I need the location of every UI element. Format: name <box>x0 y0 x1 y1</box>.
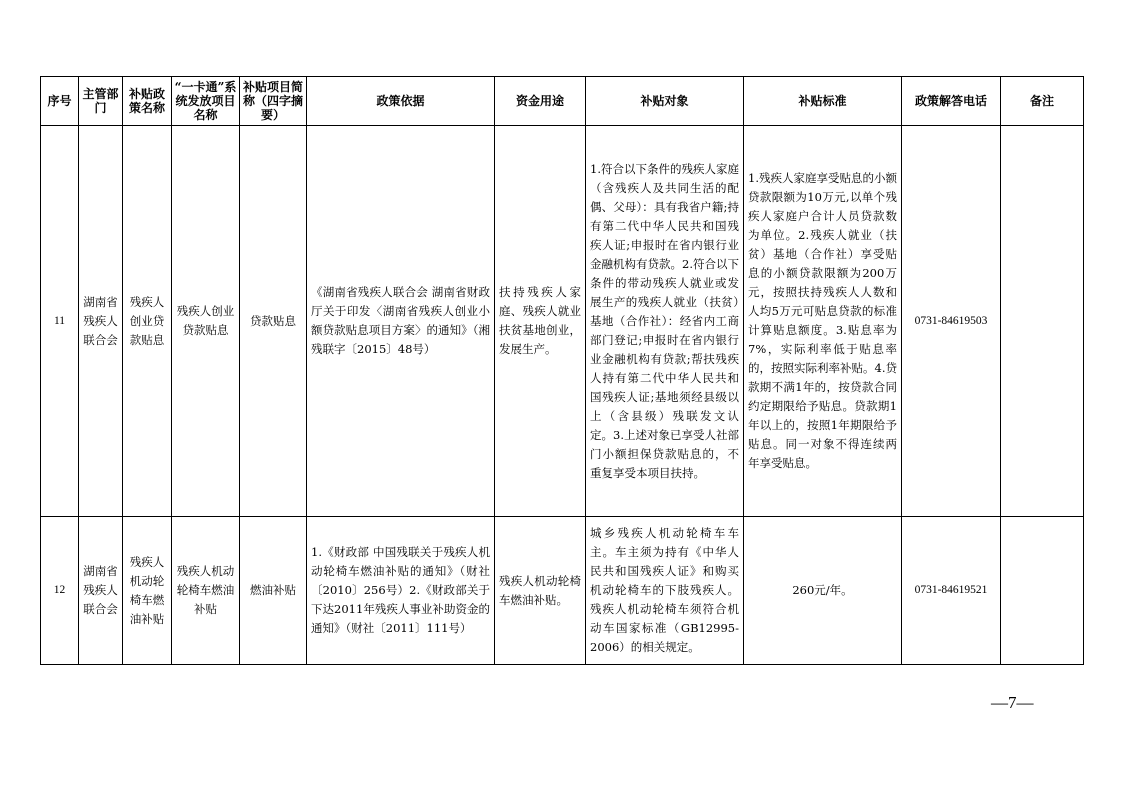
header-standard: 补贴标准 <box>744 77 902 126</box>
cell-seq: 11 <box>41 126 79 517</box>
cell-policy-name: 残疾人机动轮椅车燃油补贴 <box>123 517 172 665</box>
cell-abbrev: 燃油补贴 <box>240 517 307 665</box>
cell-phone: 0731-84619521 <box>902 517 1001 665</box>
cell-target: 城乡残疾人机动轮椅车车主。车主须为持有《中华人民共和国残疾人证》和购买机动轮椅车的下肢残疾人。残疾人机动轮椅车须符合机动车国家标准（GB12995-2006）的相关规定。 <box>586 517 744 665</box>
cell-standard: 260元/年。 <box>744 517 902 665</box>
cell-basis: 《湖南省残疾人联合会 湖南省财政厅关于印发〈湖南省残疾人创业小额贷款贴息项目方案〉的通知》（湘残联字〔2015〕48号） <box>307 126 495 517</box>
cell-use: 残疾人机动轮椅车燃油补贴。 <box>495 517 586 665</box>
cell-dept: 湖南省残疾人联合会 <box>79 126 123 517</box>
header-use: 资金用途 <box>495 77 586 126</box>
cell-phone: 0731-84619503 <box>902 126 1001 517</box>
cell-abbrev: 贷款贴息 <box>240 126 307 517</box>
cell-card-name: 残疾人创业贷款贴息 <box>172 126 240 517</box>
table-row <box>41 126 1084 517</box>
header-phone: 政策解答电话 <box>902 77 1001 126</box>
table-row <box>41 517 1084 665</box>
header-remark: 备注 <box>1001 77 1084 126</box>
cell-remark <box>1001 126 1084 517</box>
cell-standard: 1.残疾人家庭享受贴息的小额贷款限额为10万元,以单个残疾人家庭户合计人员贷款数为单位。2.残疾人就业（扶贫）基地（合作社）享受贴息的小额贷款限额为200万元，按照扶持残疾人人数和人均5万元可贴息贷款的标准计算贴息额度。3.贴息率为7%，实际利率低于贴息率的，按照实际利率补贴。4.贷款期不满1年的，按贷款合同约定期限给予贴息。贷款期1年以上的，按照1年期限给予贴息。同一对象不得连续两年享受贴息。 <box>744 126 902 517</box>
header-basis: 政策依据 <box>307 77 495 126</box>
policy-table <box>40 76 1084 665</box>
cell-use: 扶持残疾人家庭、残疾人就业扶贫基地创业，发展生产。 <box>495 126 586 517</box>
cell-basis: 1.《财政部 中国残联关于残疾人机动轮椅车燃油补贴的通知》（财社〔2010〕256号）2.《财政部关于下达2011年残疾人事业补助资金的通知》（财社〔2011〕111号） <box>307 517 495 665</box>
header-card-name: “一卡通”系统发放项目名称 <box>172 77 240 126</box>
header-abbrev: 补贴项目简称（四字摘要） <box>240 77 307 126</box>
header-target: 补贴对象 <box>586 77 744 126</box>
page-number: —7— <box>991 693 1034 712</box>
header-seq: 序号 <box>41 77 79 126</box>
cell-dept: 湖南省残疾人联合会 <box>79 517 123 665</box>
cell-remark <box>1001 517 1084 665</box>
header-dept: 主管部门 <box>79 77 123 126</box>
header-policy-name: 补贴政策名称 <box>123 77 172 126</box>
header-row <box>41 77 1084 126</box>
cell-seq: 12 <box>41 517 79 665</box>
cell-policy-name: 残疾人创业贷款贴息 <box>123 126 172 517</box>
cell-card-name: 残疾人机动轮椅车燃油补贴 <box>172 517 240 665</box>
cell-target: 1.符合以下条件的残疾人家庭（含残疾人及共同生活的配偶、父母）：具有我省户籍;持有第二代中华人民共和国残疾人证;申报时在省内银行业金融机构有贷款。2.符合以下条件的带动残疾人就业或发展生产的残疾人就业（扶贫）基地（合作社）：经省内工商部门登记;申报时在省内银行业金融机构有贷款;帮扶残疾人持有第二代中华人民共和国残疾人证;基地须经县级以上（含县级）残联发文认定。3.上述对象已享受人社部门小额担保贷款贴息的，不重复享受本项目扶持。 <box>586 126 744 517</box>
